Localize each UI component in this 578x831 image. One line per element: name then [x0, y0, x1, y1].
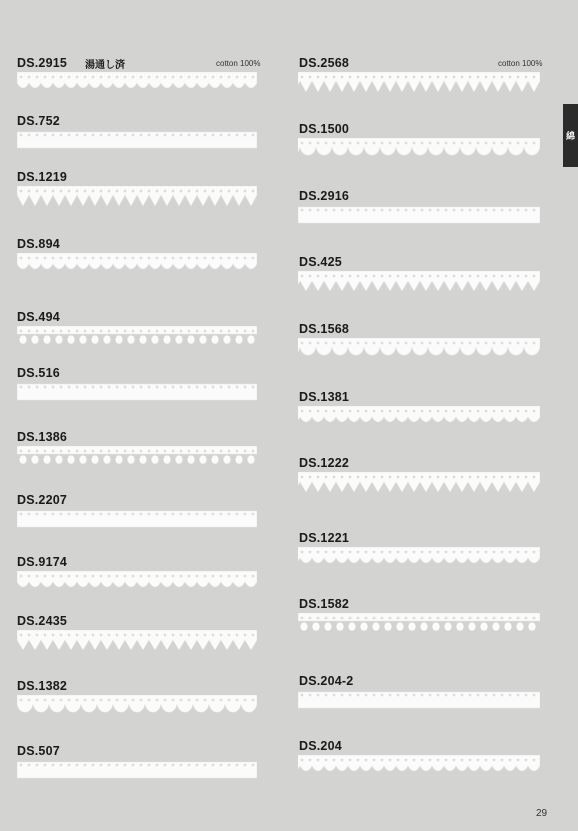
lace-code-ds-1381: DS.1381 [299, 390, 350, 404]
lace-sample-image [17, 130, 257, 150]
lace-sample-image [298, 138, 540, 158]
side-tab-label: 綿 [565, 131, 575, 141]
lace-sample-image [17, 509, 257, 529]
lace-code-ds-1221: DS.1221 [299, 531, 350, 545]
lace-sample-image [17, 760, 257, 780]
lace-code-ds-1382: DS.1382 [17, 679, 68, 693]
lace-code-ds-2207: DS.2207 [17, 493, 68, 507]
lace-sample-image [298, 472, 540, 492]
lace-code-ds-9174: DS.9174 [17, 555, 68, 569]
lace-code-ds-752: DS.752 [17, 114, 60, 128]
lace-sample-image [298, 547, 540, 567]
lace-sample-image [17, 72, 257, 92]
lace-code-ds-2568: DS.2568 [299, 56, 350, 70]
lace-sample-image [298, 613, 540, 633]
left-fiber-note: cotton 100% [216, 59, 261, 68]
lace-code-ds-204-2: DS.204-2 [299, 674, 354, 688]
lace-code-ds-1500: DS.1500 [299, 122, 350, 136]
lace-code-ds-1568: DS.1568 [299, 322, 350, 336]
lace-code-ds-494: DS.494 [17, 310, 60, 324]
page-number: 29 [536, 808, 548, 819]
lace-sample-image [17, 253, 257, 273]
lace-sample-image [298, 338, 540, 358]
right-fiber-note: cotton 100% [498, 59, 543, 68]
pre-washed-note: 湯通し済 [85, 60, 125, 71]
lace-code-ds-1222: DS.1222 [299, 456, 350, 470]
lace-sample-image [298, 406, 540, 426]
lace-sample-image [17, 382, 257, 402]
lace-code-ds-516: DS.516 [17, 366, 60, 380]
lace-sample-image [17, 571, 257, 591]
lace-code-ds-2916: DS.2916 [299, 189, 350, 203]
lace-code-ds-1386: DS.1386 [17, 430, 68, 444]
lace-sample-image [17, 630, 257, 650]
lace-code-ds-204: DS.204 [299, 739, 342, 753]
lace-sample-image [298, 690, 540, 710]
lace-code-ds-507: DS.507 [17, 744, 60, 758]
lace-code-ds-2435: DS.2435 [17, 614, 68, 628]
lace-sample-image [298, 205, 540, 225]
lace-code-ds-1219: DS.1219 [17, 170, 68, 184]
lace-sample-image [298, 271, 540, 291]
lace-sample-image [298, 755, 540, 775]
lace-sample-image [17, 326, 257, 346]
lace-sample-image [17, 446, 257, 466]
lace-sample-image [17, 186, 257, 206]
lace-code-ds-425: DS.425 [299, 255, 342, 269]
lace-code-ds-894: DS.894 [17, 237, 60, 251]
lace-code-ds-2915: DS.2915 [17, 56, 68, 70]
side-index-tab [563, 104, 578, 167]
lace-code-ds-1582: DS.1582 [299, 597, 350, 611]
lace-sample-image [17, 695, 257, 715]
lace-sample-image [298, 72, 540, 92]
